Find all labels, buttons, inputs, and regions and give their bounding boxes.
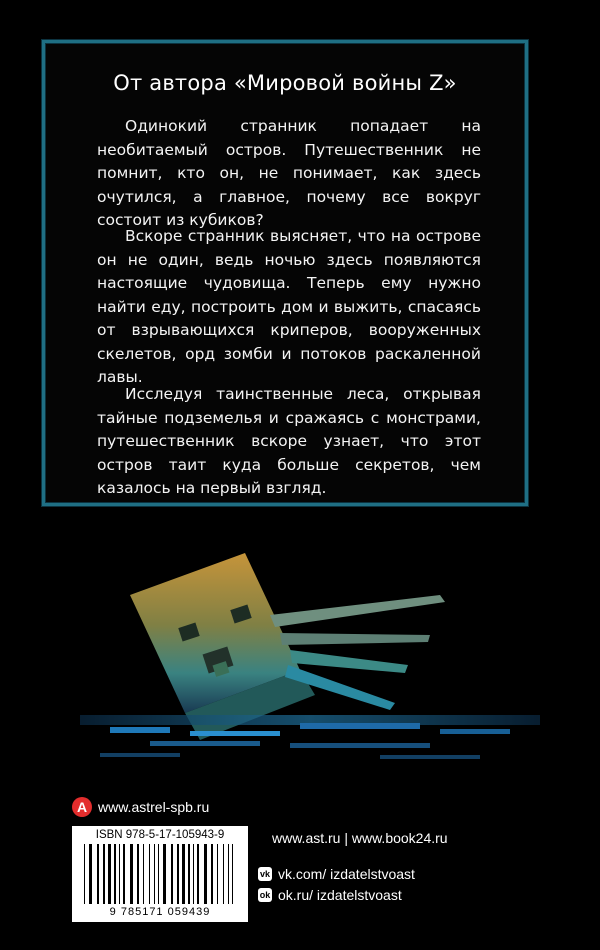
barcode-bar bbox=[130, 844, 133, 904]
creature-head bbox=[130, 553, 315, 740]
ok-link-row[interactable] bbox=[258, 887, 402, 903]
barcode-digits: 9 785171 059439 bbox=[109, 906, 211, 918]
ok-link[interactable]: ok.ru/ izdatelstvoast bbox=[278, 887, 402, 903]
water-surface bbox=[80, 715, 540, 759]
publisher-site-row bbox=[72, 796, 209, 818]
blurb-paragraph-1: Одинокий странник попадает на необитаемый остров. Путешественник не помнит, кто он, не понимает, как здесь очутился, а главное, почему все вокруг состоит из кубиков? bbox=[97, 117, 481, 229]
barcode-bar bbox=[123, 844, 125, 904]
isbn-number: ISBN 978-5-17-105943-9 bbox=[95, 829, 225, 841]
barcode-bar bbox=[108, 844, 111, 904]
barcode-bar bbox=[193, 844, 194, 904]
barcode-bar bbox=[211, 844, 213, 904]
publisher-site-link[interactable]: www.astrel-spb.ru bbox=[98, 799, 210, 815]
vk-icon: vk bbox=[259, 869, 270, 879]
barcode-bar bbox=[197, 844, 199, 904]
barcode-bar bbox=[154, 844, 155, 904]
blurb-title: От автора «Мировой войны Z» bbox=[113, 71, 457, 95]
barcode-bar bbox=[137, 844, 139, 904]
barcode-bar bbox=[97, 844, 99, 904]
barcode-bar bbox=[232, 844, 233, 904]
vk-link-row[interactable] bbox=[258, 866, 415, 882]
barcode-bar bbox=[119, 844, 120, 904]
barcode-bar bbox=[188, 844, 190, 904]
barcode-bar bbox=[204, 844, 207, 904]
barcode-bar bbox=[149, 844, 150, 904]
publisher-logo: A bbox=[72, 797, 92, 817]
barcode-bar bbox=[171, 844, 173, 904]
vk-link[interactable]: vk.com/ izdatelstvoast bbox=[278, 866, 415, 882]
barcode-bars bbox=[84, 844, 236, 906]
cover-illustration bbox=[0, 505, 600, 795]
barcode-bar bbox=[114, 844, 116, 904]
barcode-bar bbox=[84, 844, 85, 904]
barcode-bar bbox=[163, 844, 166, 904]
barcode-bar bbox=[228, 844, 229, 904]
barcode-bar bbox=[217, 844, 218, 904]
blurb-frame bbox=[42, 40, 528, 506]
barcode-bar bbox=[158, 844, 159, 904]
barcode-bar bbox=[143, 844, 144, 904]
ok-icon: ok bbox=[259, 890, 271, 900]
barcode-bar bbox=[182, 844, 185, 904]
barcode-bar bbox=[223, 844, 224, 904]
barcode-bar bbox=[89, 844, 92, 904]
barcode-bar bbox=[103, 844, 105, 904]
web-links[interactable]: www.ast.ru | www.book24.ru bbox=[272, 830, 448, 846]
blurb-paragraph-3: Исследуя таинственные леса, открывая тайные подземелья и сражаясь с монстрами, путешественник вскоре узнает, что этот остров таит куда больше секретов, чем казалось на первый взгляд. bbox=[97, 385, 481, 497]
barcode-bar bbox=[177, 844, 179, 904]
blurb-paragraph-2: Вскоре странник выясняет, что на острове он не один, ведь ночью здесь появляются настоящие чудовища. Теперь ему нужно найти еду, построить дом и выжить, спасаясь от взрывающихся криперов, вооруженных скелетов, орд зомби и потоков раскаленной лавы. bbox=[97, 227, 481, 386]
barcode-block bbox=[72, 826, 248, 922]
